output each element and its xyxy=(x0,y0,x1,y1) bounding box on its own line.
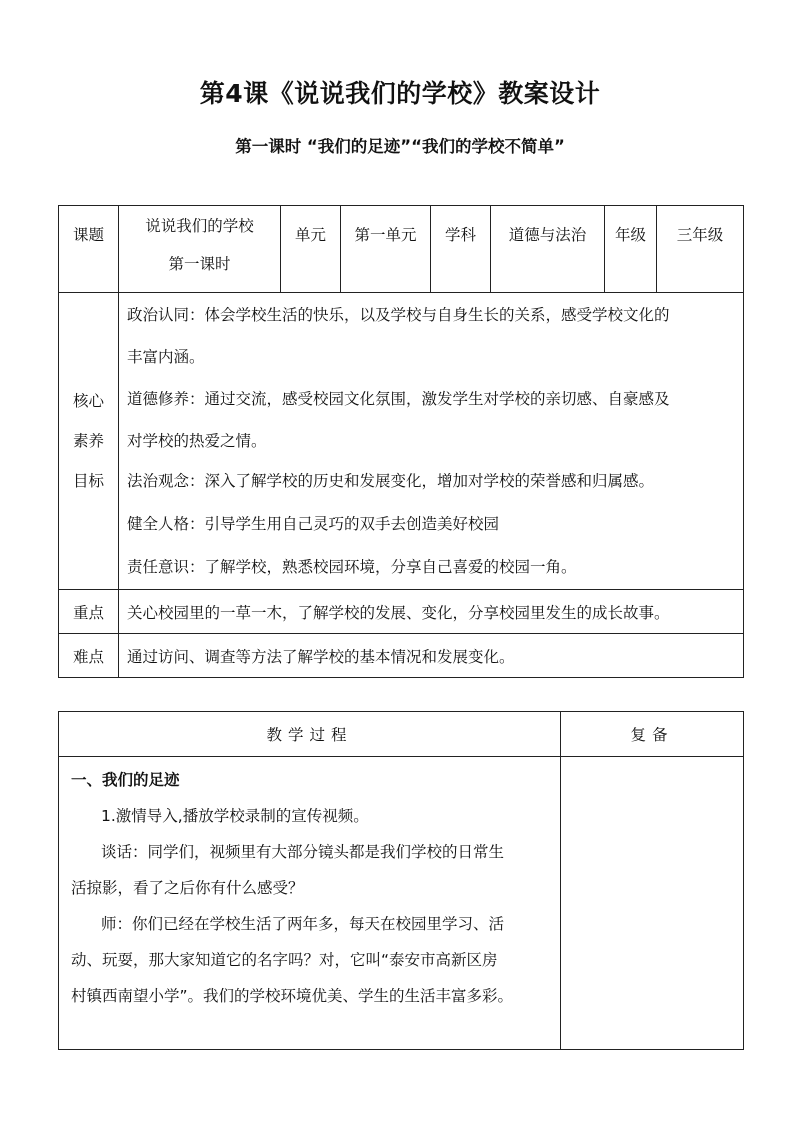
goal-line: 道德修养：通过交流，感受校园文化氛围，激发学生对学校的亲切感、自豪感及 xyxy=(127,390,670,408)
goal-line: 政治认同：体会学校生活的快乐，以及学校与自身生长的关系，感受学校文化的 xyxy=(127,306,670,324)
teacher-line: 师：你们已经在学校生活了两年多，每天在校园里学习、活 xyxy=(101,915,505,933)
goal-line: 丰富内涵。 xyxy=(127,348,205,366)
process-header: 教学过程 xyxy=(59,712,561,757)
grade-value: 三年级 xyxy=(657,206,744,293)
unit-label: 单元 xyxy=(281,206,341,293)
lesson-value-line1: 说说我们的学校 xyxy=(145,217,254,235)
review-content xyxy=(561,757,744,1050)
teacher-line: 村镇西南望小学”。我们的学校环境优美、学生的生活丰富多彩。 xyxy=(71,987,514,1005)
review-header: 复备 xyxy=(561,712,744,757)
info-header-row xyxy=(59,206,744,293)
page-subtitle: 第一课时 “我们的足迹”“我们的学校不简单” xyxy=(235,137,565,156)
process-body-row xyxy=(59,757,744,1050)
subject-value: 道德与法治 xyxy=(491,206,605,293)
key-point-label: 重点 xyxy=(59,590,119,634)
lesson-value xyxy=(119,206,281,293)
lesson-value-line2: 第一课时 xyxy=(168,255,231,273)
goal-line: 责任意识：了解学校，熟悉校园环境，分享自己喜爱的校园一角。 xyxy=(127,558,577,576)
difficulty-label: 难点 xyxy=(59,634,119,678)
teacher-line: 动、玩耍，那大家知道它的名字吗？对，它叫“泰安市高新区房 xyxy=(71,951,498,969)
talk-line: 谈话：同学们，视频里有大部分镜头都是我们学校的日常生 xyxy=(101,843,505,861)
difficulty-row xyxy=(59,634,744,678)
step-line: 1.激情导入,播放学校录制的宣传视频。 xyxy=(101,807,369,825)
difficulty-value: 通过访问、调查等方法了解学校的基本情况和发展变化。 xyxy=(119,634,744,678)
section-heading: 一、我们的足迹 xyxy=(71,771,180,789)
lesson-label: 课题 xyxy=(59,206,119,293)
key-point-row xyxy=(59,590,744,634)
core-goals-row xyxy=(59,293,744,590)
goal-line: 健全人格：引导学生用自己灵巧的双手去创造美好校园 xyxy=(127,515,500,533)
key-point-value: 关心校园里的一草一木，了解学校的发展、变化，分享校园里发生的成长故事。 xyxy=(119,590,744,634)
talk-line: 活掠影，看了之后你有什么感受？ xyxy=(71,879,304,897)
goal-line: 法治观念：深入了解学校的历史和发展变化，增加对学校的荣誉感和归属感。 xyxy=(127,472,655,490)
teaching-process-table xyxy=(58,711,744,1050)
page-title: 第4课《说说我们的学校》教案设计 xyxy=(199,79,601,108)
process-content xyxy=(59,757,561,1050)
grade-label: 年级 xyxy=(605,206,657,293)
unit-value: 第一单元 xyxy=(341,206,431,293)
lesson-info-table xyxy=(58,205,744,678)
goal-line: 对学校的热爱之情。 xyxy=(127,432,267,450)
core-goals-label: 核心 素养 目标 xyxy=(59,293,119,590)
process-header-row xyxy=(59,712,744,757)
core-goals-content xyxy=(119,293,744,590)
subject-label: 学科 xyxy=(431,206,491,293)
